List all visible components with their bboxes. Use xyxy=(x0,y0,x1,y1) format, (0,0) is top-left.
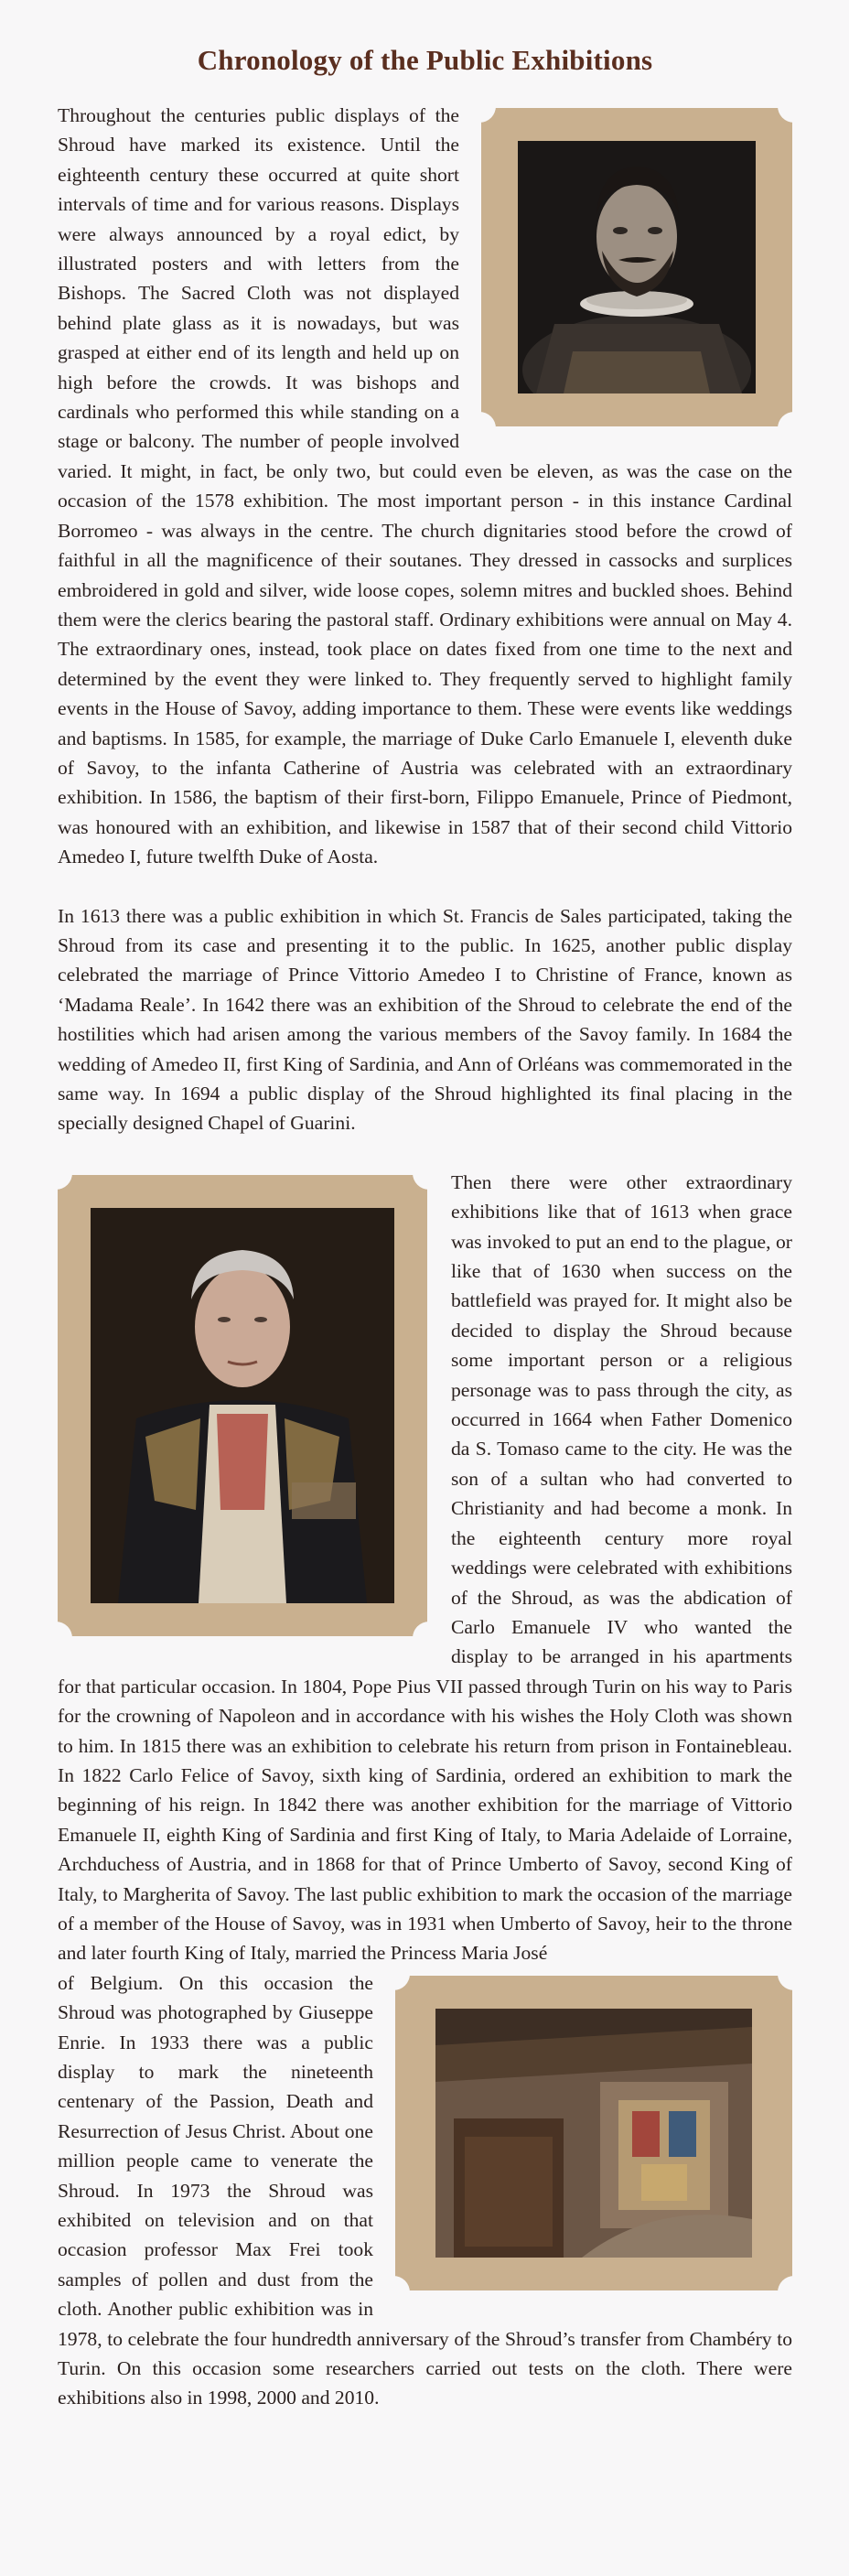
portrait-king-image xyxy=(91,1208,394,1603)
page-title: Chronology of the Public Exhibitions xyxy=(197,44,653,76)
section2-text: In 1613 there was a public exhibition in which St. Francis de Sales participated, taking the Shroud from its case and presenting it to the public. In 1625, another public display celebrated the marriage of Prince Vittorio Amedeo I to Christine of France, known as ‘Madama Reale’. In 1642 there was an exhibition of the Shroud to celebrate the end of the hostilities which had arisen among the various members of the Savoy family. In 1684 the wedding of Amedeo II, first King of Sardinia, and Ann of Orléans was commemorated in the same way. In 1694 a public display of the Shroud highlighted its final placing in the specially designed Chapel of Guarini. xyxy=(58,904,792,1135)
chapel-interior-image xyxy=(435,2009,752,2258)
section1-text: Throughout the centuries public displays of the Shroud have marked its existence. Until the eighteenth century these occurred at quite short intervals of time and for various reasons. Displays were always announced by a royal edict, by illustrated posters and with letters from the Bishops. The Sacred Cloth was not displayed behind plate glass as it is nowadays, but was grasped at either end of its length and held up on high before the crowds. It was bishops and cardinals who performed this while standing on a stage or balcony. The number of people involved varied. It might, in fact, be only two, but could even be eleven, as was the case on the occasion of the 1578 exhibition. The most important person - in this instance Cardinal Borromeo - was always in the centre. The church dignitaries stood before the crowd of faithful in all the magnificence of their soutanes. They dressed in cassocks and surplices embroidered in gold and silver, wide loose copes, solemn mitres and buckled shoes. Behind them were the clerics bearing the pastoral staff. Ordinary exhibitions were annual on May 4. The extraordinary ones, instead, took place on dates fixed from one time to the next and determined by the event they were linked to. They frequently served to highlight family events in the House of Savoy, adding importance to them. These were events like weddings and baptisms. In 1585, for example, the marriage of Duke Carlo Emanuele I, eleventh duke of Savoy, to the infanta Catherine of Austria was celebrated with an extraordinary exhibition. In 1586, the baptism of their first-born, Filippo Emanuele, Prince of Piedmont, was honoured with an exhibition, and likewise in 1587 that of their second child Vittorio Amedeo I, future twelfth Duke of Aosta. xyxy=(58,104,792,868)
chapel-photo-frame xyxy=(395,1976,792,2290)
portrait-bearded-nobleman-image xyxy=(518,141,756,393)
section3-text-part1: Then there were other extraordinary exhibitions like that of 1613 when grace was invoked to put an end to the plague, or like that of 1630 when success on the battlefield was prayed for. It might also be decided to display the Shroud because some important person or a religious personage was to pass through the city, as occurred in 1664 when Father Domenico da S. Tomaso came to the city. He was the son of a sultan who had converted to Christianity and had become a monk. In the eighteenth century more royal weddings were celebrated with exhibitions of the Shroud, as was the abdication of Carlo Emanuele IV who wanted the display to be arranged in his apartments for that particular occasion. In 1804, Pope Pius VII passed through Turin on his way to Paris for the crowning of Napoleon and in accordance with his wishes the Holy Cloth was shown to him. In 1815 there was an exhibition to celebrate his return from prison in Fontainebleau. In 1822 Carlo Felice of Savoy, sixth king of Sardinia, ordered an exhibition to mark the beginning of his reign. In 1842 there was another exhibition for the marriage of Vittorio Emanuele II, eighth King of Sardinia and first King of Italy, to Maria Adelaide of Lorraine, Archduchess of Austria, and in 1868 for that of Prince Umberto of Savoy, second King of Italy, to Margherita of Savoy. The last public exhibition to mark the occasion of the marriage of a member of the House of Savoy, was in 1931 when Umberto of Savoy, heir to the throne and later fourth King of Italy, married the Princess Maria José xyxy=(58,1170,792,1965)
portrait-frame-king xyxy=(58,1175,427,1636)
section3-text-part2: of Belgium. On this occasion the Shroud was photographed by Giuseppe Enrie. In 1933 there was a public display to mark the nineteenth centenary of the Passion, Death and Resurrection of Jesus Christ. About one million people came to venerate the Shroud. In 1973 the Shroud was exhibited on television and on that occasion professor Max Frei took samples of pollen and dust from the cloth. Another public exhibition was in 1978, to celebrate the four hundredth anniversary of the Shroud’s transfer from Chambéry to Turin. On this occasion some researchers carried out tests on the cloth. There were exhibitions also in 1998, 2000 and 2010. xyxy=(58,1971,792,2409)
portrait-frame-duke xyxy=(481,108,792,426)
